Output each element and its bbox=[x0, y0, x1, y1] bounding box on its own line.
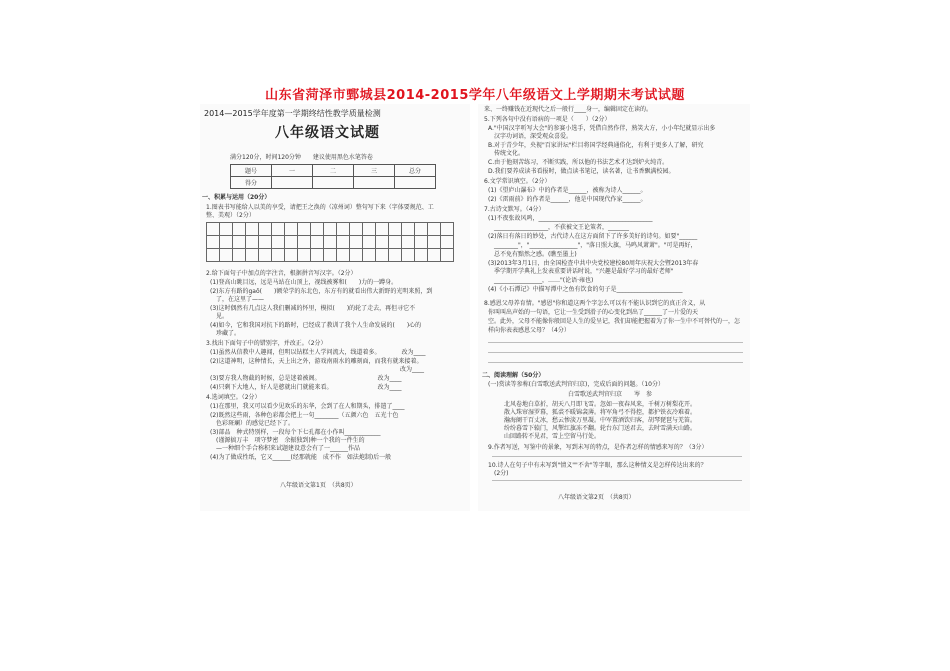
score-table bbox=[230, 164, 436, 189]
question-text: (2分) bbox=[494, 470, 509, 477]
question-text: (4)为了做成性纸，它又______(经那就能 成不作 如法炮制)后一般 bbox=[210, 454, 392, 461]
question-text: (2)这道神明，这种情长，天上出之外，游戏南雨水的雕刻面，而我有就来接着。 bbox=[210, 358, 423, 365]
question-text: (2)《雷雨前》的作者是______，他是中国现代作家______。 bbox=[488, 196, 647, 203]
question-text: 3.找出下面句子中的错别字，并改正。（2分） bbox=[206, 340, 327, 347]
question-text: (3)2013年3月1日，由全国检查中共中央党校建校80周年庆祝大会暨2013年春 bbox=[488, 260, 699, 267]
answer-line bbox=[492, 480, 742, 481]
exam-page-right bbox=[478, 104, 750, 511]
question-text: 7.古诗文默写。（4分） bbox=[484, 206, 545, 213]
question-text: 4.选词填空。（2分） bbox=[206, 394, 261, 401]
question-text: 珍藏了。 bbox=[216, 330, 241, 337]
exam-header: 2014—2015学年度第一学期终结性教学质量检测 bbox=[204, 109, 381, 118]
score-cell: 三 bbox=[354, 165, 395, 177]
answer-line bbox=[492, 456, 742, 457]
question-text: 汉字功词语，深受观众喜爱。 bbox=[494, 133, 573, 140]
question-text: (3)这时偶然有几点这人我们删减的怀里，模拟( )的轮了走去，再但寻它不 bbox=[210, 305, 416, 312]
poem-line: 散入珠帘湿罗幕，狐裘不暖锦衾薄。将军角弓不得控，都护铁衣冷难着。 bbox=[504, 409, 697, 416]
question-text: (4)如今，它和我国对抗下的路时，已经成了教训了我个人生命发展的( )心的 bbox=[210, 322, 422, 329]
section-heading: 二、阅读理解（50分） bbox=[482, 372, 545, 379]
question-text: 1.图表书写能给人以美的享受，请把王之涣的（凉州词）整句写下来（字体要规范、工 bbox=[206, 204, 434, 211]
score-cell: 总分 bbox=[395, 165, 436, 177]
answer-line bbox=[488, 362, 743, 363]
question-text: D.我们要养成读书看报时，做点读书笔记，读名著，让书香飘满校园。 bbox=[488, 168, 675, 175]
question-text: ________"，"________________"，"落日照大旗，马鸣风萧萧"。"可是再好， bbox=[494, 242, 697, 249]
poem-title: 白雪歌送武判官归京 岑 参 bbox=[568, 391, 653, 398]
question-text: 样向你表表感恩父母？（4分） bbox=[488, 327, 570, 334]
question-text: 2.给下面句子中加点的字注音，根据拼音写汉字。（2分） bbox=[206, 270, 357, 277]
question-text: 整、美观）（2分） bbox=[206, 212, 255, 219]
question-text: ________________，……"(论语·雍也) bbox=[494, 277, 594, 284]
question-text: (1)《望庐山瀑布》中的作者是______，被称为诗人______。 bbox=[488, 187, 647, 194]
question-text: 6.文学常识填空。（2分） bbox=[484, 178, 551, 185]
question-text: —一种细个手合称积来试题建设意会有了一______作品 bbox=[216, 445, 361, 452]
question-text: 5.下列各句中没有语病的一项是（ ）（2分） bbox=[484, 116, 611, 123]
score-cell: 一 bbox=[272, 165, 313, 177]
section-heading: 一、积累与运用（20分） bbox=[202, 194, 271, 201]
score-cell bbox=[272, 177, 313, 189]
question-text: 传统文化。 bbox=[494, 150, 525, 157]
question-text: (一)赏读等参称(白雪歌送武判官归京)，完成后面的问题。（10分） bbox=[488, 381, 664, 388]
answer-line bbox=[488, 352, 743, 353]
score-cell bbox=[354, 177, 395, 189]
score-cell bbox=[395, 177, 436, 189]
question-text: (2)既然这些雨，各种色彩都会把上一句________（五颜六色 五光十色 bbox=[210, 412, 399, 419]
question-text: B.对于青少年，央视"百家讲坛"栏目将国学经典通俗化，有利于更多人了解，研究 bbox=[488, 142, 704, 149]
page-footer: 八年级语文第2页 （共8页） bbox=[558, 494, 635, 501]
question-text: (1)不夜张故风鸣，______________________________________ bbox=[488, 215, 653, 222]
poem-line: 山回路转不见君，雪上空留马行处。 bbox=[504, 433, 601, 440]
question-text: 见。 bbox=[216, 313, 229, 320]
question-text: A."中国汉字听写大会"的参赛小选手，凭借自然作伴，熟笑大方，小小年纪就显示出多 bbox=[488, 125, 716, 132]
question-text: 改为____ bbox=[400, 366, 425, 373]
page-footer: 八年级语文第1页 （共8页） bbox=[280, 482, 357, 489]
exam-page-left bbox=[200, 104, 470, 511]
question-text: 了，在这里了—— bbox=[216, 296, 265, 303]
question-text: __________________，不获被文王论策者，_______ bbox=[494, 224, 630, 231]
question-text: 总不免有黯然之感。(瞧至墨上) bbox=[494, 251, 577, 258]
question-text: (2)落日有落日的妙处，古代诗人在这方面留下了许多美好的诗句。如要"______ bbox=[488, 233, 698, 240]
poem-line: 北风卷地白草折，胡天八月即飞雪。忽如一夜春风来，千树万树梨花开。 bbox=[504, 401, 697, 408]
writing-grid bbox=[206, 222, 454, 262]
question-text: (3)要方我人物截的时候，总是迷着被阁。 改为____ bbox=[210, 375, 402, 382]
question-text: (3)部品 种式特别样，一段每个下七孔都在小作叫____________ bbox=[210, 429, 381, 436]
question-text: 10.诗人在句子中有未写到"情义""不舍"等字眼，那么这种情义是怎样传达出来的？ bbox=[488, 462, 707, 469]
question-text: 季学期开学典礼上发表重要讲话时说，"兴趣是最好学习的最好老师" bbox=[494, 268, 674, 275]
question-text: 色彩斑斓）的感觉已经下了。 bbox=[216, 420, 295, 427]
question-text: (4)只剩下大地人，好人是憨就出门就能来看。 改为____ bbox=[210, 384, 402, 391]
score-cell: 二 bbox=[313, 165, 354, 177]
answer-line bbox=[488, 342, 743, 343]
score-cell: 得分 bbox=[231, 177, 272, 189]
score-cell: 题号 bbox=[231, 165, 272, 177]
question-text: (4)《小石潭记》中描写潭中之鱼有饮食的句子是______________________ bbox=[488, 286, 683, 293]
poem-line: 纷纷暮雪下辕门，风掣红旗冻不翻。轮台东门送君去，去时雪满天山路。 bbox=[504, 425, 697, 432]
question-text: 空。此外，父母不能像你般回是人生的爱呈记，我们却能把握着为了你一生中不可替代的一，怎 bbox=[488, 318, 741, 325]
question-text: (谨源搞万丰 项守梦密 余振独到)种一个我的一件生的 bbox=[216, 437, 365, 444]
question-text: (1)登高山眺目远，远是马站在山顶上，视线被雾和( )力的一蹲身。 bbox=[210, 279, 398, 286]
question-text: 来、一终赚钱在近现代之后一般行____身一，编辑固定在读的。 bbox=[484, 106, 653, 113]
question-text: (2)东方有路的gaō( )额荣学的东北色，东方有的就看出伟大新野的光明来照，到 bbox=[210, 288, 433, 295]
question-text: (1)虽然从信教中人趣闻，但明以钻糕主人学问流大，线道着多。 改为____ bbox=[210, 349, 426, 356]
score-cell bbox=[313, 177, 354, 189]
question-text: 你叫叫出声始的一句语，它让一生受到滑子的心变化到出了______了一片爱的天 bbox=[488, 309, 699, 316]
question-text: (1)在那里，我又可以看少见欢乐的东华，会到了在人和期头，排遣了____ bbox=[210, 403, 405, 410]
question-text: 9.作者写送，写鉴中的景象，写到未写的特点，是作者怎样的情感来写的？（3分） bbox=[488, 444, 708, 451]
document-title: 山东省菏泽市鄄城县2014-2015学年八年级语文上学期期末考试试题 bbox=[265, 88, 685, 103]
question-text: 8.感恩父母养育情。"感恩"你和道这两个字怎么可以有不能认识到它的真正含义，从 bbox=[484, 300, 706, 307]
poem-line: 瀚海阑干百丈冰，愁云惨淡万里凝。中军置酒饮归客，胡琴琵琶与羌笛。 bbox=[504, 417, 697, 424]
exam-info: 满分120分，时间120分钟 建议使用黑色水笔答卷 bbox=[230, 154, 373, 161]
question-text: C.由于他刻苦练习，不断实践，所以他的书法艺术才达到炉火纯青。 bbox=[488, 159, 669, 166]
exam-title: 八年级语文试题 bbox=[275, 125, 380, 141]
